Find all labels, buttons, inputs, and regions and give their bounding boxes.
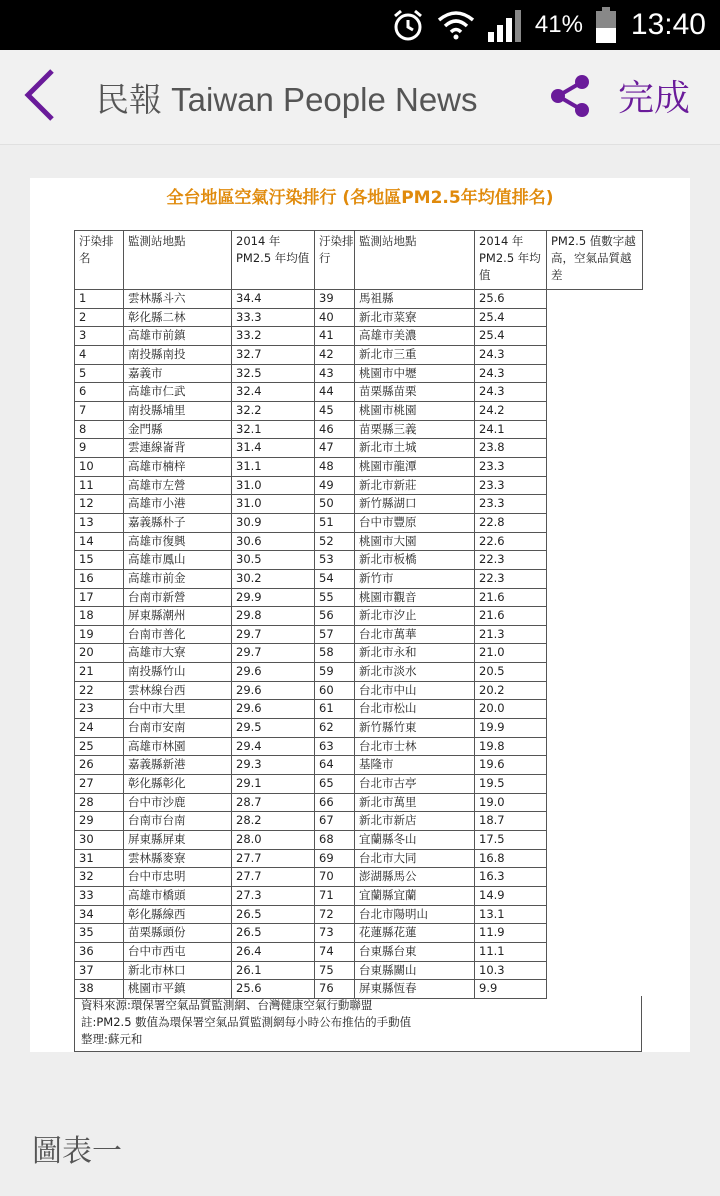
station-cell: 高雄市小港 <box>124 495 232 514</box>
value-cell: 25.4 <box>475 327 547 346</box>
value-cell: 32.2 <box>232 401 315 420</box>
header-rank: 汙染排名 <box>75 231 124 290</box>
share-icon <box>546 72 594 124</box>
rank-cell: 42 <box>315 345 355 364</box>
station-cell: 高雄市前金 <box>124 569 232 588</box>
rank-cell: 5 <box>75 364 124 383</box>
station-cell: 台北市松山 <box>355 700 475 719</box>
rank-cell: 67 <box>315 812 355 831</box>
value-cell: 18.7 <box>475 812 547 831</box>
value-cell: 31.4 <box>232 439 315 458</box>
table-row <box>75 476 643 495</box>
value-cell: 29.6 <box>232 663 315 682</box>
station-cell: 南投縣埔里 <box>124 401 232 420</box>
station-cell: 台北市陽明山 <box>355 905 475 924</box>
table-row <box>75 887 643 906</box>
station-cell: 雲林線台西 <box>124 681 232 700</box>
value-cell: 24.1 <box>475 420 547 439</box>
station-cell: 台東縣關山 <box>355 961 475 980</box>
station-cell: 台北市萬華 <box>355 625 475 644</box>
value-cell: 19.9 <box>475 719 547 738</box>
value-cell: 29.8 <box>232 607 315 626</box>
value-cell: 19.0 <box>475 793 547 812</box>
done-button[interactable]: 完成 <box>618 78 691 119</box>
station-cell: 高雄市橋頭 <box>124 887 232 906</box>
station-cell: 嘉義市 <box>124 364 232 383</box>
table-row <box>75 308 643 327</box>
rank-cell: 8 <box>75 420 124 439</box>
station-cell: 苗栗縣苗栗 <box>355 383 475 402</box>
rank-cell: 47 <box>315 439 355 458</box>
value-cell: 31.0 <box>232 495 315 514</box>
table-row <box>75 401 643 420</box>
rank-cell: 60 <box>315 681 355 700</box>
station-cell: 新北市萬里 <box>355 793 475 812</box>
station-cell: 新竹縣竹東 <box>355 719 475 738</box>
rank-cell: 61 <box>315 700 355 719</box>
value-cell: 32.7 <box>232 345 315 364</box>
value-cell: 29.1 <box>232 775 315 794</box>
figure-caption: 圖表一 <box>32 1134 122 1169</box>
rank-cell: 32 <box>75 868 124 887</box>
rank-cell: 20 <box>75 644 124 663</box>
value-cell: 14.9 <box>475 887 547 906</box>
rank-cell: 28 <box>75 793 124 812</box>
rank-cell: 15 <box>75 551 124 570</box>
note-cell: PM2.5 值數字越高，空氣品質越差 <box>547 231 643 290</box>
value-cell: 16.3 <box>475 868 547 887</box>
rank-cell: 50 <box>315 495 355 514</box>
rank-cell: 19 <box>75 625 124 644</box>
rank-cell: 37 <box>75 961 124 980</box>
station-cell: 彰化縣彰化 <box>124 775 232 794</box>
station-cell: 高雄市林園 <box>124 737 232 756</box>
station-cell: 彰化縣二林 <box>124 308 232 327</box>
table-row <box>75 383 643 402</box>
station-cell: 屏東縣恆春 <box>355 980 475 999</box>
clock: 13:40 <box>630 8 706 41</box>
station-cell: 台南市安南 <box>124 719 232 738</box>
value-cell: 31.1 <box>232 457 315 476</box>
value-cell: 26.4 <box>232 942 315 961</box>
value-cell: 33.3 <box>232 308 315 327</box>
value-cell: 29.5 <box>232 719 315 738</box>
table-row <box>75 961 643 980</box>
rank-cell: 17 <box>75 588 124 607</box>
station-cell: 高雄市仁武 <box>124 383 232 402</box>
rank-cell: 40 <box>315 308 355 327</box>
rank-cell: 66 <box>315 793 355 812</box>
station-cell: 台北市中山 <box>355 681 475 700</box>
rank-cell: 33 <box>75 887 124 906</box>
rank-cell: 14 <box>75 532 124 551</box>
table-row <box>75 495 643 514</box>
rank-cell: 26 <box>75 756 124 775</box>
station-cell: 苗栗縣三義 <box>355 420 475 439</box>
rank-cell: 11 <box>75 476 124 495</box>
value-cell: 20.2 <box>475 681 547 700</box>
rank-cell: 49 <box>315 476 355 495</box>
rank-cell: 53 <box>315 551 355 570</box>
station-cell: 新北市菜寮 <box>355 308 475 327</box>
table-row <box>75 420 643 439</box>
rank-cell: 73 <box>315 924 355 943</box>
rank-cell: 63 <box>315 737 355 756</box>
rank-cell: 35 <box>75 924 124 943</box>
station-cell: 宜蘭縣冬山 <box>355 831 475 850</box>
share-button[interactable] <box>544 72 596 124</box>
rank-cell: 22 <box>75 681 124 700</box>
table-row <box>75 924 643 943</box>
value-cell: 27.7 <box>232 849 315 868</box>
table-title: 全台地區空氣汙染排行 (各地區PM2.5年均值排名) <box>166 188 554 208</box>
pm25-table <box>74 230 643 999</box>
table-row <box>75 457 643 476</box>
station-cell: 高雄市前鎮 <box>124 327 232 346</box>
header-value: 2014 年 PM2.5 年均值 <box>232 231 315 290</box>
rank-cell: 58 <box>315 644 355 663</box>
station-cell: 台中市西屯 <box>124 942 232 961</box>
rank-cell: 4 <box>75 345 124 364</box>
station-cell: 新北市三重 <box>355 345 475 364</box>
value-cell: 21.6 <box>475 588 547 607</box>
rank-cell: 36 <box>75 942 124 961</box>
value-cell: 29.9 <box>232 588 315 607</box>
battery-percent: 41% <box>534 11 583 38</box>
value-cell: 29.4 <box>232 737 315 756</box>
table-header-row <box>75 231 643 290</box>
station-cell: 新北市板橋 <box>355 551 475 570</box>
back-button[interactable] <box>0 50 80 144</box>
station-cell: 南投縣竹山 <box>124 663 232 682</box>
station-cell: 桃園市中壢 <box>355 364 475 383</box>
rank-cell: 16 <box>75 569 124 588</box>
station-cell: 桃園市平鎮 <box>124 980 232 999</box>
table-row <box>75 569 643 588</box>
station-cell: 新北市淡水 <box>355 663 475 682</box>
table-row <box>75 364 643 383</box>
chevron-left-icon <box>22 67 58 127</box>
table-row <box>75 290 643 309</box>
rank-cell: 12 <box>75 495 124 514</box>
table-row <box>75 663 643 682</box>
value-cell: 28.7 <box>232 793 315 812</box>
station-cell: 新北市永和 <box>355 644 475 663</box>
station-cell: 高雄市美濃 <box>355 327 475 346</box>
value-cell: 22.3 <box>475 569 547 588</box>
station-cell: 宜蘭縣宜蘭 <box>355 887 475 906</box>
rank-cell: 62 <box>315 719 355 738</box>
header-station: 監測站地點 <box>124 231 232 290</box>
rank-cell: 59 <box>315 663 355 682</box>
table-row <box>75 793 643 812</box>
rank-cell: 9 <box>75 439 124 458</box>
station-cell: 桃園市觀音 <box>355 588 475 607</box>
value-cell: 22.3 <box>475 551 547 570</box>
rank-cell: 44 <box>315 383 355 402</box>
value-cell: 31.0 <box>232 476 315 495</box>
value-cell: 26.5 <box>232 924 315 943</box>
rank-cell: 51 <box>315 513 355 532</box>
station-cell: 嘉義縣朴子 <box>124 513 232 532</box>
station-cell: 台南市新營 <box>124 588 232 607</box>
value-cell: 23.3 <box>475 457 547 476</box>
station-cell: 高雄市復興 <box>124 532 232 551</box>
value-cell: 32.4 <box>232 383 315 402</box>
table-row <box>75 681 643 700</box>
station-cell: 金門縣 <box>124 420 232 439</box>
station-cell: 基隆市 <box>355 756 475 775</box>
value-cell: 26.5 <box>232 905 315 924</box>
value-cell: 27.3 <box>232 887 315 906</box>
table-footer <box>74 996 642 1052</box>
station-cell: 桃園市大園 <box>355 532 475 551</box>
value-cell: 24.3 <box>475 383 547 402</box>
alarm-icon <box>391 8 425 42</box>
rank-cell: 54 <box>315 569 355 588</box>
rank-cell: 72 <box>315 905 355 924</box>
rank-cell: 70 <box>315 868 355 887</box>
table-row <box>75 737 643 756</box>
table-row <box>75 905 643 924</box>
header-rank: 汙染排行 <box>315 231 355 290</box>
value-cell: 30.5 <box>232 551 315 570</box>
wifi-icon <box>437 10 475 40</box>
value-cell: 32.5 <box>232 364 315 383</box>
station-cell: 雲林縣斗六 <box>124 290 232 309</box>
value-cell: 33.2 <box>232 327 315 346</box>
station-cell: 台北市士林 <box>355 737 475 756</box>
station-cell: 台中市沙鹿 <box>124 793 232 812</box>
table-row <box>75 345 643 364</box>
value-cell: 29.7 <box>232 644 315 663</box>
table-row <box>75 719 643 738</box>
rank-cell: 30 <box>75 831 124 850</box>
table-row <box>75 831 643 850</box>
rank-cell: 45 <box>315 401 355 420</box>
value-cell: 30.2 <box>232 569 315 588</box>
value-cell: 29.6 <box>232 700 315 719</box>
value-cell: 11.1 <box>475 942 547 961</box>
value-cell: 28.0 <box>232 831 315 850</box>
table-row <box>75 849 643 868</box>
value-cell: 22.8 <box>475 513 547 532</box>
station-cell: 苗栗縣頭份 <box>124 924 232 943</box>
station-cell: 屏東縣潮州 <box>124 607 232 626</box>
rank-cell: 64 <box>315 756 355 775</box>
footer-note: 註:PM2.5 數值為環保署空氣品質監測網每小時公布推估的手動值 <box>81 1015 412 1029</box>
value-cell: 13.1 <box>475 905 547 924</box>
station-cell: 高雄市鳳山 <box>124 551 232 570</box>
rank-cell: 75 <box>315 961 355 980</box>
rank-cell: 46 <box>315 420 355 439</box>
station-cell: 桃園市龍潭 <box>355 457 475 476</box>
table-row <box>75 532 643 551</box>
value-cell: 19.5 <box>475 775 547 794</box>
table-image <box>30 178 690 1052</box>
rank-cell: 48 <box>315 457 355 476</box>
value-cell: 28.2 <box>232 812 315 831</box>
station-cell: 澎湖縣馬公 <box>355 868 475 887</box>
header-value: 2014 年 PM2.5 年均值 <box>475 231 547 290</box>
station-cell: 雲林縣麥寮 <box>124 849 232 868</box>
value-cell: 22.6 <box>475 532 547 551</box>
footer-source: 資料來源:環保署空氣品質監測網、台灣健康空氣行動聯盟 <box>81 998 373 1012</box>
value-cell: 27.7 <box>232 868 315 887</box>
station-cell: 高雄市左營 <box>124 476 232 495</box>
rank-cell: 71 <box>315 887 355 906</box>
value-cell: 24.3 <box>475 345 547 364</box>
value-cell: 20.5 <box>475 663 547 682</box>
rank-cell: 52 <box>315 532 355 551</box>
rank-cell: 3 <box>75 327 124 346</box>
battery-icon <box>595 7 617 43</box>
rank-cell: 76 <box>315 980 355 999</box>
station-cell: 花蓮縣花蓮 <box>355 924 475 943</box>
rank-cell: 41 <box>315 327 355 346</box>
value-cell: 11.9 <box>475 924 547 943</box>
value-cell: 20.0 <box>475 700 547 719</box>
station-cell: 嘉義縣新港 <box>124 756 232 775</box>
footer-author: 整理:蘇元和 <box>81 1032 143 1046</box>
value-cell: 19.6 <box>475 756 547 775</box>
table-row <box>75 700 643 719</box>
value-cell: 19.8 <box>475 737 547 756</box>
table-row <box>75 756 643 775</box>
station-cell: 新北市土城 <box>355 439 475 458</box>
rank-cell: 10 <box>75 457 124 476</box>
table-row <box>75 327 643 346</box>
table-row <box>75 625 643 644</box>
rank-cell: 18 <box>75 607 124 626</box>
rank-cell: 55 <box>315 588 355 607</box>
value-cell: 29.3 <box>232 756 315 775</box>
value-cell: 29.6 <box>232 681 315 700</box>
station-cell: 新北市新莊 <box>355 476 475 495</box>
value-cell: 25.4 <box>475 308 547 327</box>
value-cell: 32.1 <box>232 420 315 439</box>
rank-cell: 2 <box>75 308 124 327</box>
station-cell: 台東縣台東 <box>355 942 475 961</box>
table-row <box>75 644 643 663</box>
value-cell: 24.3 <box>475 364 547 383</box>
station-cell: 台中市大里 <box>124 700 232 719</box>
value-cell: 10.3 <box>475 961 547 980</box>
rank-cell: 29 <box>75 812 124 831</box>
rank-cell: 1 <box>75 290 124 309</box>
station-cell: 新竹縣湖口 <box>355 495 475 514</box>
table-row <box>75 513 643 532</box>
station-cell: 台南市善化 <box>124 625 232 644</box>
value-cell: 16.8 <box>475 849 547 868</box>
table-row <box>75 942 643 961</box>
app-bar <box>0 50 720 145</box>
station-cell: 雲連線崙背 <box>124 439 232 458</box>
rank-cell: 6 <box>75 383 124 402</box>
status-bar <box>0 0 720 50</box>
value-cell: 21.6 <box>475 607 547 626</box>
rank-cell: 56 <box>315 607 355 626</box>
value-cell: 17.5 <box>475 831 547 850</box>
rank-cell: 23 <box>75 700 124 719</box>
table-row <box>75 607 643 626</box>
table-row <box>75 439 643 458</box>
value-cell: 26.1 <box>232 961 315 980</box>
app-title: 民報 Taiwan People News <box>96 80 478 118</box>
station-cell: 台北市古亭 <box>355 775 475 794</box>
station-cell: 新北市林口 <box>124 961 232 980</box>
value-cell: 29.7 <box>232 625 315 644</box>
rank-cell: 24 <box>75 719 124 738</box>
rank-cell: 21 <box>75 663 124 682</box>
table-row <box>75 775 643 794</box>
station-cell: 高雄市大寮 <box>124 644 232 663</box>
rank-cell: 57 <box>315 625 355 644</box>
station-cell: 南投縣南投 <box>124 345 232 364</box>
signal-icon <box>487 8 527 42</box>
value-cell: 21.3 <box>475 625 547 644</box>
value-cell: 21.0 <box>475 644 547 663</box>
station-cell: 新北市新店 <box>355 812 475 831</box>
rank-cell: 34 <box>75 905 124 924</box>
rank-cell: 13 <box>75 513 124 532</box>
rank-cell: 43 <box>315 364 355 383</box>
station-cell: 新竹市 <box>355 569 475 588</box>
rank-cell: 38 <box>75 980 124 999</box>
value-cell: 30.9 <box>232 513 315 532</box>
station-cell: 台中市忠明 <box>124 868 232 887</box>
station-cell: 馬祖縣 <box>355 290 475 309</box>
station-cell: 新北市汐止 <box>355 607 475 626</box>
value-cell: 23.3 <box>475 476 547 495</box>
value-cell: 23.3 <box>475 495 547 514</box>
value-cell: 25.6 <box>232 980 315 999</box>
table-row <box>75 588 643 607</box>
table-row <box>75 868 643 887</box>
station-cell: 屏東縣屏東 <box>124 831 232 850</box>
station-cell: 台北市大同 <box>355 849 475 868</box>
value-cell: 25.6 <box>475 290 547 309</box>
table-row <box>75 551 643 570</box>
rank-cell: 74 <box>315 942 355 961</box>
station-cell: 台中市豐原 <box>355 513 475 532</box>
rank-cell: 68 <box>315 831 355 850</box>
station-cell: 台南市台南 <box>124 812 232 831</box>
value-cell: 9.9 <box>475 980 547 999</box>
value-cell: 23.8 <box>475 439 547 458</box>
rank-cell: 69 <box>315 849 355 868</box>
value-cell: 24.2 <box>475 401 547 420</box>
header-station: 監測站地點 <box>355 231 475 290</box>
rank-cell: 31 <box>75 849 124 868</box>
table-row <box>75 812 643 831</box>
station-cell: 桃園市桃園 <box>355 401 475 420</box>
rank-cell: 25 <box>75 737 124 756</box>
rank-cell: 27 <box>75 775 124 794</box>
station-cell: 彰化縣線西 <box>124 905 232 924</box>
rank-cell: 39 <box>315 290 355 309</box>
station-cell: 高雄市楠梓 <box>124 457 232 476</box>
value-cell: 30.6 <box>232 532 315 551</box>
rank-cell: 7 <box>75 401 124 420</box>
value-cell: 34.4 <box>232 290 315 309</box>
rank-cell: 65 <box>315 775 355 794</box>
